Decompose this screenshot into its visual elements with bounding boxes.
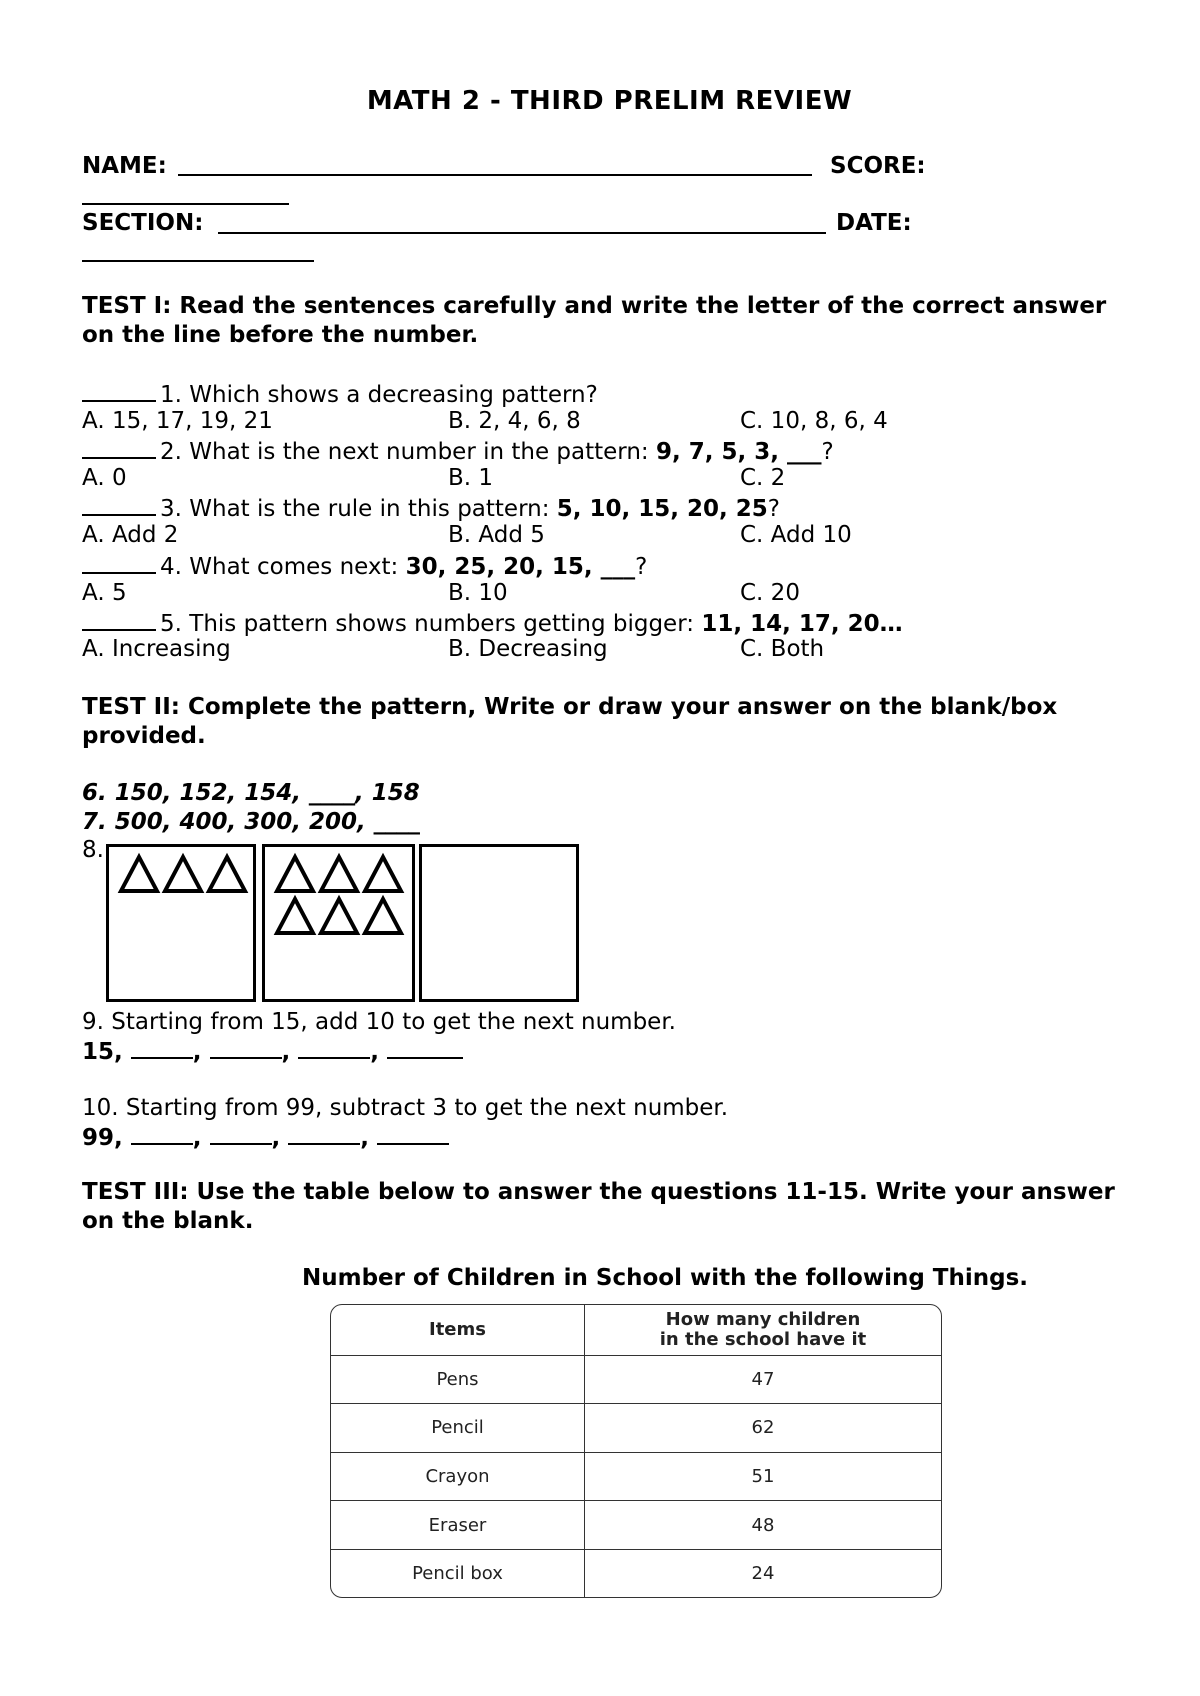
question-9-answers: 15, , , , bbox=[82, 1037, 463, 1066]
table-row bbox=[331, 1404, 941, 1453]
table-row bbox=[331, 1452, 941, 1501]
answer-blank[interactable] bbox=[82, 492, 156, 516]
choice-c: C. Add 10 bbox=[740, 522, 852, 548]
start-value: 15, bbox=[82, 1039, 123, 1065]
question-10-answers: 99, , , , bbox=[82, 1123, 449, 1152]
score-label: SCORE: bbox=[830, 153, 926, 179]
answer-blank[interactable] bbox=[298, 1037, 370, 1059]
item-cell: Pencil bbox=[331, 1404, 585, 1453]
choice-c: C. 2 bbox=[740, 465, 786, 491]
children-items-table bbox=[330, 1304, 942, 1598]
start-value: 99, bbox=[82, 1125, 123, 1151]
question-prompt: What is the next number in the pattern: bbox=[189, 439, 649, 465]
question-4 bbox=[82, 550, 647, 581]
answer-blank[interactable] bbox=[131, 1037, 193, 1059]
answer-blank[interactable] bbox=[210, 1037, 282, 1059]
triangle-group-3 bbox=[109, 847, 253, 999]
count-cell: 47 bbox=[585, 1355, 942, 1404]
answer-blank[interactable] bbox=[210, 1123, 272, 1145]
question-1 bbox=[82, 378, 598, 409]
triangle-icon bbox=[365, 899, 401, 933]
question-prompt: What is the rule in this pattern: bbox=[189, 496, 550, 522]
count-cell: 48 bbox=[585, 1501, 942, 1550]
table-row bbox=[331, 1355, 941, 1404]
choice-a: A. Increasing bbox=[82, 636, 231, 662]
question-tail: ? bbox=[821, 439, 834, 465]
answer-blank[interactable] bbox=[387, 1037, 463, 1059]
triangle-icon bbox=[277, 857, 313, 891]
choice-b: B. 1 bbox=[448, 465, 494, 491]
item-cell: Eraser bbox=[331, 1501, 585, 1550]
table-title: Number of Children in School with the following Things. bbox=[302, 1265, 1029, 1291]
table-row bbox=[331, 1501, 941, 1550]
count-cell: 51 bbox=[585, 1452, 942, 1501]
column-header-items: Items bbox=[331, 1305, 585, 1355]
question-number: 3. bbox=[160, 496, 182, 522]
choice-a: A. 5 bbox=[82, 580, 127, 606]
item-cell: Crayon bbox=[331, 1452, 585, 1501]
question-number: 4. bbox=[160, 554, 182, 580]
question-9: 9. Starting from 15, add 10 to get the next number. bbox=[82, 1009, 676, 1035]
question-5 bbox=[82, 607, 903, 638]
choice-a: A. 0 bbox=[82, 465, 127, 491]
question-tail: ? bbox=[767, 496, 780, 522]
question-tail: ? bbox=[635, 554, 648, 580]
item-cell: Pens bbox=[331, 1355, 585, 1404]
pattern-box-2 bbox=[262, 844, 415, 1002]
name-field[interactable] bbox=[178, 174, 812, 176]
triangle-icon bbox=[209, 857, 245, 891]
answer-blank[interactable] bbox=[82, 435, 156, 459]
choice-a: A. 15, 17, 19, 21 bbox=[82, 408, 273, 434]
question-pattern: 30, 25, 20, 15, ___ bbox=[405, 554, 636, 580]
question-number: 2. bbox=[160, 439, 182, 465]
answer-blank[interactable] bbox=[82, 378, 156, 402]
triangle-icon bbox=[321, 899, 357, 933]
question-prompt: This pattern shows numbers getting bigger: bbox=[189, 611, 694, 637]
question-number: 1. bbox=[160, 382, 182, 408]
answer-box[interactable] bbox=[419, 844, 579, 1002]
choice-b: B. Add 5 bbox=[448, 522, 545, 548]
score-field[interactable] bbox=[82, 203, 289, 205]
date-label: DATE: bbox=[836, 210, 912, 236]
choice-b: B. Decreasing bbox=[448, 636, 608, 662]
choice-c: C. 10, 8, 6, 4 bbox=[740, 408, 888, 434]
answer-blank[interactable] bbox=[82, 607, 156, 631]
question-prompt: Which shows a decreasing pattern? bbox=[189, 382, 598, 408]
answer-blank[interactable] bbox=[288, 1123, 360, 1145]
question-prompt: What comes next: bbox=[189, 554, 399, 580]
triangle-icon bbox=[365, 857, 401, 891]
question-pattern: 11, 14, 17, 20… bbox=[701, 611, 903, 637]
question-10: 10. Starting from 99, subtract 3 to get the next number. bbox=[82, 1095, 729, 1121]
answer-blank[interactable] bbox=[82, 550, 156, 574]
question-2 bbox=[82, 435, 834, 466]
triangle-group-6 bbox=[265, 847, 412, 999]
question-3 bbox=[82, 492, 780, 523]
item-cell: Pencil box bbox=[331, 1549, 585, 1597]
question-pattern: 9, 7, 5, 3, ___ bbox=[656, 439, 822, 465]
section-field[interactable] bbox=[218, 232, 826, 234]
triangle-icon bbox=[277, 899, 313, 933]
choice-b: B. 2, 4, 6, 8 bbox=[448, 408, 581, 434]
choice-c: C. Both bbox=[740, 636, 825, 662]
triangle-icon bbox=[165, 857, 201, 891]
choice-c: C. 20 bbox=[740, 580, 800, 606]
question-8-label: 8. bbox=[82, 837, 104, 863]
answer-blank[interactable] bbox=[131, 1123, 193, 1145]
section-label: SECTION: bbox=[82, 210, 204, 236]
test1-instructions: TEST I: Read the sentences carefully and write the letter of the correct answer on the line before the number. bbox=[82, 293, 1107, 348]
question-pattern: 5, 10, 15, 20, 25 bbox=[556, 496, 768, 522]
pattern-box-1 bbox=[106, 844, 256, 1002]
test3-instructions: TEST III: Use the table below to answer the questions 11-15. Write your answer on the blank. bbox=[82, 1179, 1115, 1234]
triangle-icon bbox=[121, 857, 157, 891]
name-label: NAME: bbox=[82, 153, 167, 179]
triangle-icon bbox=[321, 857, 357, 891]
page-title: MATH 2 - THIRD PRELIM REVIEW bbox=[366, 86, 853, 116]
question-number: 5. bbox=[160, 611, 182, 637]
count-cell: 24 bbox=[751, 1562, 775, 1584]
date-field[interactable] bbox=[82, 260, 314, 262]
test2-instructions: TEST II: Complete the pattern, Write or draw your answer on the blank/box provided. bbox=[82, 694, 1058, 749]
answer-blank[interactable] bbox=[377, 1123, 449, 1145]
question-7: 7. 500, 400, 300, 200, ____ bbox=[82, 809, 420, 835]
column-header-count: How many children in the school have it bbox=[585, 1305, 942, 1355]
table-row bbox=[331, 1549, 941, 1597]
count-cell: 62 bbox=[585, 1404, 942, 1453]
table-header-row bbox=[331, 1305, 941, 1355]
choice-a: A. Add 2 bbox=[82, 522, 179, 548]
question-6: 6. 150, 152, 154, ____, 158 bbox=[82, 780, 420, 806]
choice-b: B. 10 bbox=[448, 580, 508, 606]
